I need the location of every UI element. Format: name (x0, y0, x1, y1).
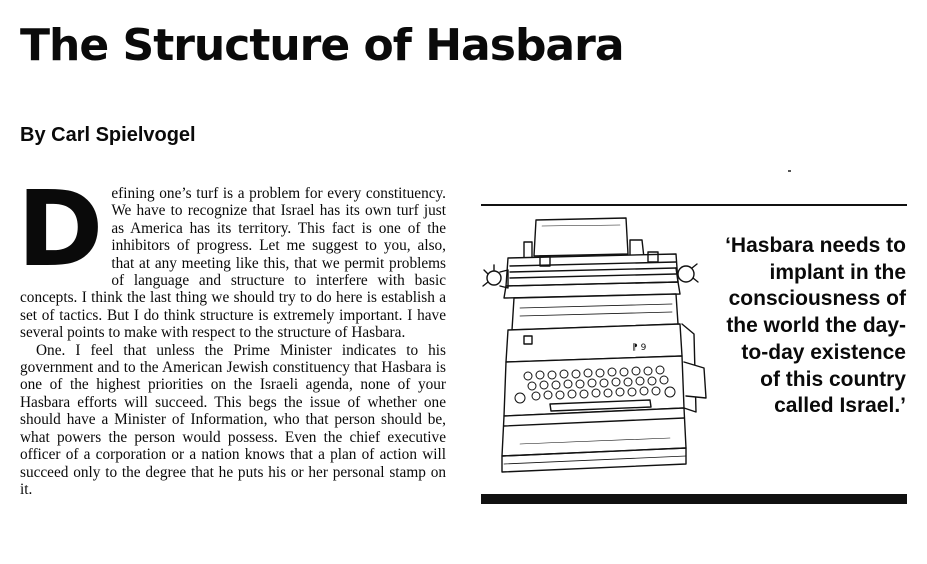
pull-quote: ‘Hasbara needs to implant in the consciousness of the world the day-to-day existence of this country called Israel.’ (725, 234, 906, 418)
paragraph-2: One. I feel that unless the Prime Minister indicates to his government and to the American Jewish constituency that Hasbara is one of the highest priorities on the Israeli agenda, none of your Hasbara efforts will succeed. This begs the issue of whether one should have a Minister of Information, who that person should be, what powers the person would possess. Even the chief executive officer of a corporation or a nation knows that a plan of action will succeed only to the degree that he puts his or her personal stamp on it. (20, 341, 446, 498)
drop-cap: D (17, 168, 104, 290)
pullquote-bottom-rule (481, 494, 907, 504)
pullquote-top-rule (481, 204, 907, 206)
svg-text:⁋ 9: ⁋ 9 (632, 343, 647, 353)
paragraph-1-text: efining one’s turf is a problem for every constituency. We have to recognize that Israel has its own turf just as America has its territory. This fact is one of the inhibitors of progress. Let me suggest to you, also, that at any meeting like this, that we permit problems of language and structure to interfere with basic concepts. I think the last thing we should try to do here is establish a set of tactics. But I do think structure is extremely important. I have several points to make with respect to the structure of Hasbara. (20, 185, 446, 342)
byline: By Carl Spielvogel (20, 124, 196, 146)
article-title: The Structure of Hasbara (20, 20, 624, 71)
paragraph-1 (17, 168, 446, 342)
article-body (17, 168, 446, 498)
print-speck (788, 170, 791, 172)
typewriter-illustration (480, 212, 720, 474)
